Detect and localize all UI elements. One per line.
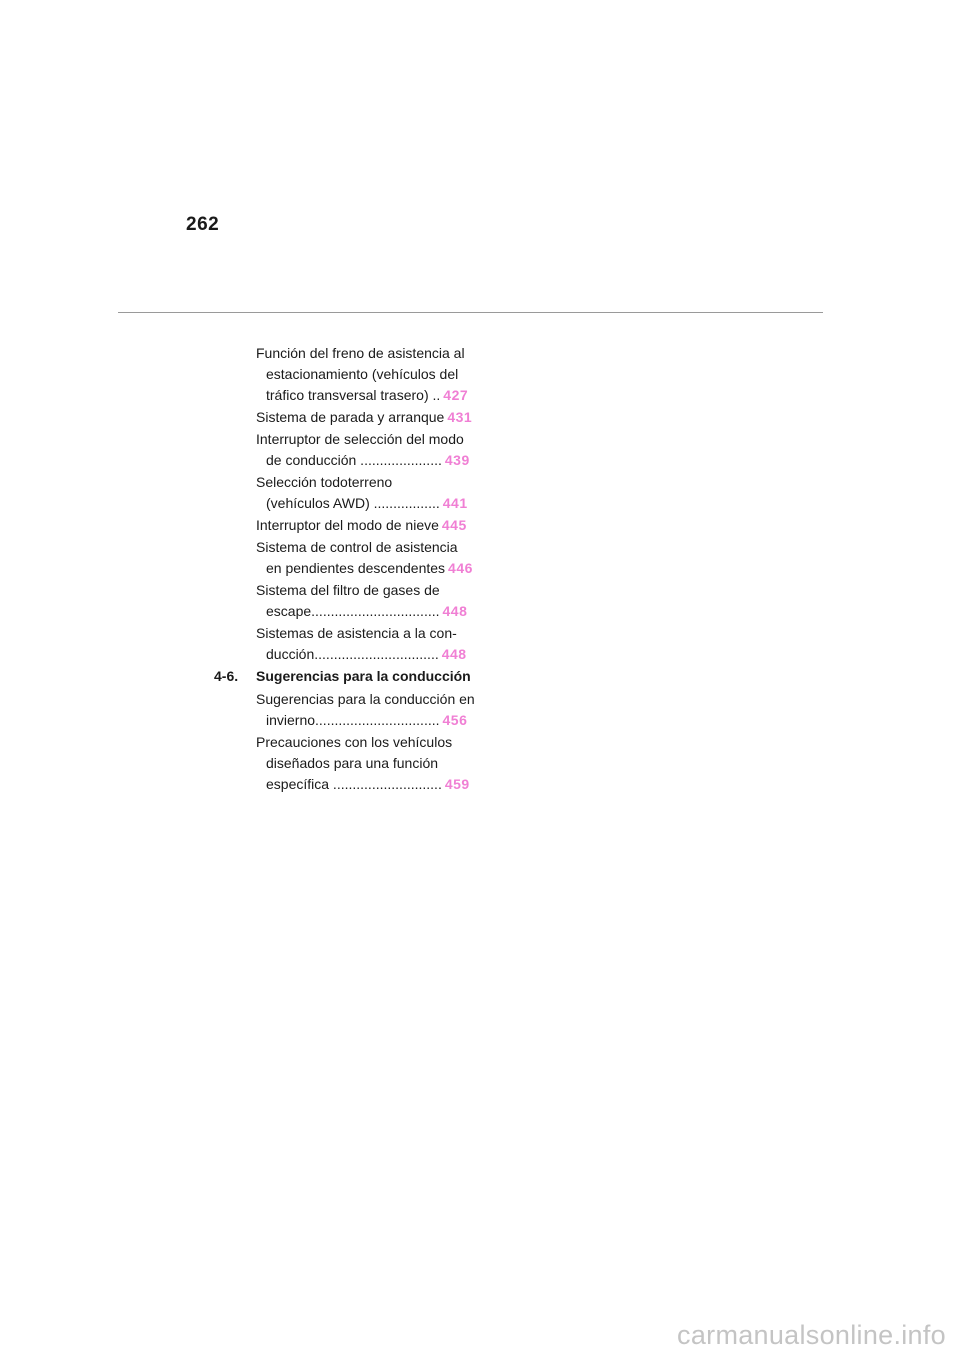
toc-entry-line (256, 450, 470, 471)
toc-page-link[interactable]: 431 (447, 409, 473, 425)
toc-entry[interactable] (256, 472, 466, 514)
toc-entry-line (256, 601, 466, 622)
toc-entry-text: específica ............................ (266, 776, 442, 792)
toc-entry-line (256, 493, 466, 514)
toc-entry-line (256, 689, 475, 710)
toc-entry-text: Interruptor de selección del modo (256, 431, 464, 447)
section-number: 4-6. (214, 668, 239, 684)
toc-page-link[interactable]: 439 (444, 452, 470, 468)
toc-entry-text: de conducción ..................... (266, 452, 442, 468)
toc-entry-line (256, 515, 466, 536)
toc-entry-text: Interruptor del modo de nieve (256, 517, 439, 533)
toc-entry-line (256, 580, 466, 601)
toc-page-link[interactable]: 441 (442, 495, 468, 511)
toc-entry-text: estacionamiento (vehículos del (266, 366, 459, 382)
toc-entry-text: Sistemas de asistencia a la con- (256, 625, 457, 641)
toc-page-link[interactable]: 448 (441, 646, 467, 662)
toc-entry-line (256, 407, 473, 428)
toc-entry-line (256, 623, 466, 644)
site-watermark: carmanualsonline.info (677, 1320, 946, 1350)
toc-page-link[interactable]: 446 (448, 560, 473, 576)
toc-entry-line (256, 732, 466, 753)
toc-entry-line (256, 343, 466, 364)
toc-entry-line (256, 537, 466, 558)
toc-entry-text: Sistema del filtro de gases de (256, 582, 440, 598)
toc-page-link[interactable]: 456 (442, 712, 468, 728)
section-title: Sugerencias para la conducción (256, 668, 471, 684)
toc-entry-text: Selección todoterreno (256, 474, 393, 490)
toc-entry-text: escape................................. (266, 603, 440, 619)
toc-entry-line (256, 753, 466, 774)
toc-entry-text: (vehículos AWD) ................. (266, 495, 440, 511)
toc-entry-line (256, 644, 466, 665)
table-of-contents (214, 343, 474, 796)
toc-entry[interactable] (256, 580, 466, 622)
toc-entry-line (256, 774, 470, 795)
toc-entry[interactable] (256, 732, 470, 795)
header-rule (118, 312, 823, 313)
toc-entry-text: Sistema de parada y arranque (256, 409, 445, 425)
toc-entry[interactable] (256, 689, 475, 731)
toc-page-link[interactable]: 448 (442, 603, 468, 619)
toc-entry[interactable] (256, 343, 469, 406)
toc-page-link[interactable]: 427 (443, 387, 469, 403)
toc-entry-text: Función del freno de asistencia al (256, 345, 465, 361)
toc-entry-text: ducción................................ (266, 646, 439, 662)
toc-entry[interactable] (256, 537, 473, 579)
toc-section-heading[interactable] (214, 666, 474, 687)
page-number: 262 (186, 214, 220, 235)
toc-entry-text: diseñados para una función (266, 755, 439, 771)
toc-entry-text: invierno................................ (266, 712, 440, 728)
toc-entry-text: Sugerencias para la conducción en (256, 691, 475, 707)
toc-entry-line (256, 429, 466, 450)
toc-entry[interactable] (256, 407, 473, 428)
toc-entry-text: tráfico transversal trasero) .. (266, 387, 441, 403)
toc-entry-line (256, 710, 466, 731)
toc-entry[interactable] (256, 623, 466, 665)
toc-page-link[interactable]: 445 (441, 517, 467, 533)
toc-entry-text: Precauciones con los vehículos (256, 734, 453, 750)
toc-entry-text: en pendientes descendentes (266, 560, 446, 576)
toc-entry-line (256, 364, 466, 385)
toc-entry-text: Sistema de control de asistencia (256, 539, 458, 555)
toc-entry-line (256, 558, 473, 579)
toc-page-link[interactable]: 459 (444, 776, 470, 792)
toc-entry[interactable] (256, 515, 466, 536)
toc-entry[interactable] (256, 429, 470, 471)
toc-entry-line (256, 385, 469, 406)
toc-entry-line (256, 472, 466, 493)
